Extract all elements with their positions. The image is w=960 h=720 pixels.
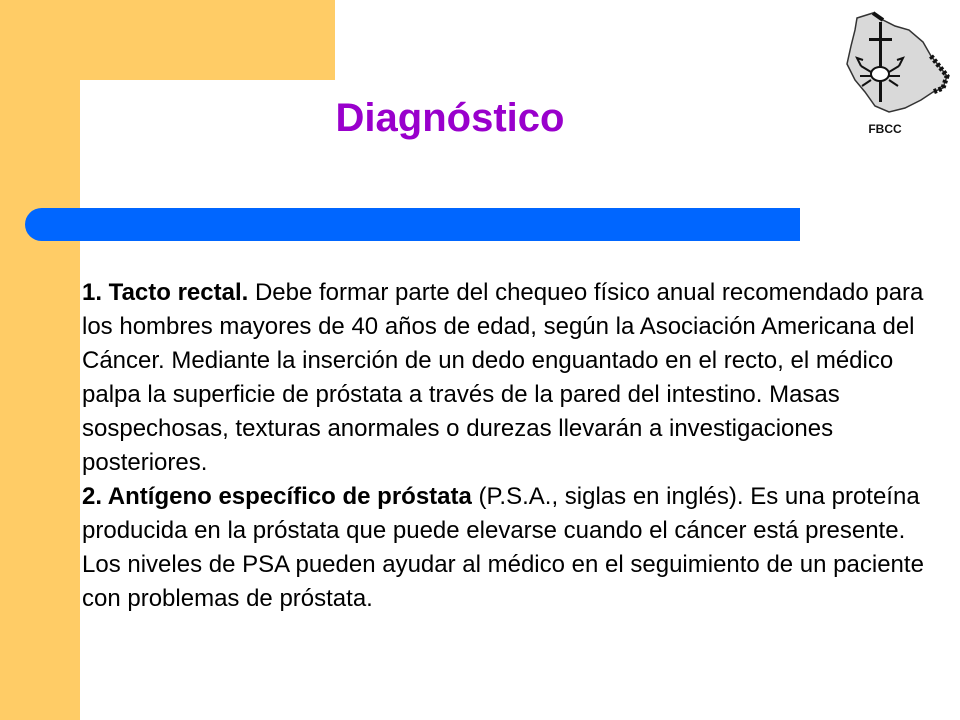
top-accent-band (80, 0, 335, 80)
item-heading: 1. Tacto rectal. (82, 279, 249, 306)
item-heading: 2. Antígeno específico de próstata (82, 483, 472, 510)
list-item-digital-rectal-exam (82, 276, 942, 480)
logo-caption: FBCC (868, 122, 902, 136)
slide-body (82, 276, 942, 616)
list-item-psa (82, 480, 942, 616)
left-accent-band (0, 0, 80, 720)
crab-cross-map-emblem-icon (835, 8, 950, 123)
slide-title: Diagnóstico (335, 96, 565, 140)
rounded-corner (80, 80, 160, 160)
item-text: (P.S.A., siglas en inglés). Es una proteína producida en la próstata que puede elevarse cuando el cáncer está presente. Los niveles de PSA pueden ayudar al médico en el seguimiento de un paciente con problemas de próstata. (82, 483, 924, 612)
fbcc-logo (835, 8, 950, 143)
title-divider-bar (25, 208, 800, 241)
item-text: Debe formar parte del chequeo físico anual recomendado para los hombres mayores de 40 años de edad, según la Asociación Americana del Cáncer. Mediante la inserción de un dedo enguantado en el recto, el médico palpa la superficie de próstata a través de la pared del intestino. Masas sospechosas, texturas anormales o durezas llevarán a investigaciones posteriores. (82, 279, 924, 476)
